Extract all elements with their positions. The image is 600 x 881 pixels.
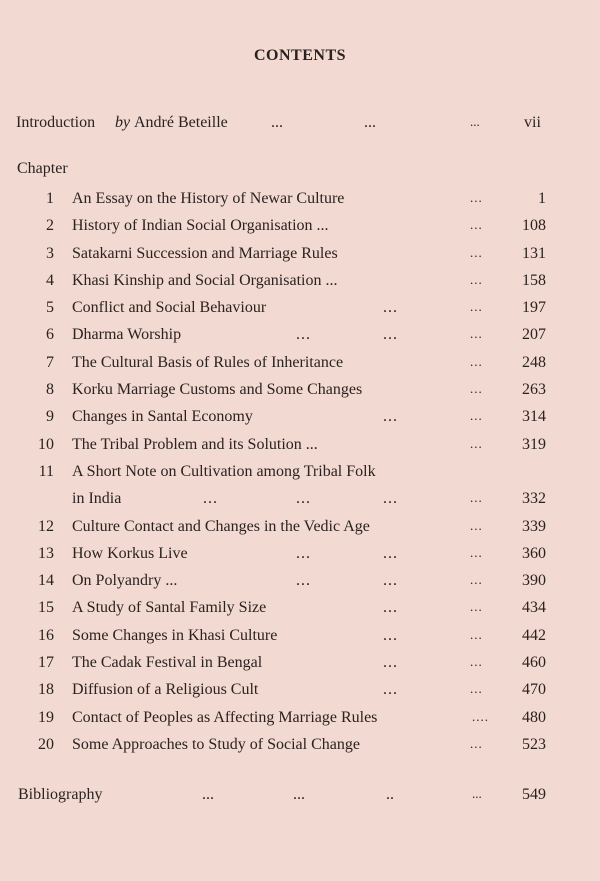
chapter-title: Changes in Santal Economy [72,408,253,426]
list-item [0,518,600,545]
leader-dots: ... [470,654,483,670]
chapter-title: Satakarni Succession and Marriage Rules [72,244,338,262]
leader-dots: ... [383,490,398,508]
leader-dots: ... [296,326,311,344]
list-item [0,681,600,708]
leader-dots: ... [470,190,483,205]
leader-dots: ... [470,572,483,588]
chapter-number: 5 [46,299,54,317]
chapter-title: Khasi Kinship and Social Organisation ... [72,271,338,289]
leader-dots: ... [470,408,483,424]
chapter-number: 15 [38,599,54,617]
leader-dots: ... [383,299,398,317]
leader-dots: ... [470,299,483,315]
chapter-page: 1 [538,190,546,207]
chapter-title: How Korkus Live [72,544,188,562]
list-item [0,299,600,326]
chapter-number: 17 [38,654,54,672]
list-item [0,217,600,244]
chapter-title: Culture Contact and Changes in the Vedic Age [72,517,370,535]
introduction-label: Introduction [16,114,96,131]
leader-dots: ... [296,544,311,562]
chapter-title: On Polyandry ... [72,572,178,590]
list-item [0,272,600,299]
chapter-page: 442 [522,626,546,644]
chapter-number: 11 [38,462,54,480]
chapter-number: 12 [38,517,54,535]
chapter-number: 1 [46,190,54,207]
list-item [0,599,600,626]
chapter-title: Some Changes in Khasi Culture [72,626,278,644]
leader-dots: ... [470,244,483,260]
bibliography-dots-2: ... [293,786,305,803]
introduction-author: André Beteille [134,114,228,131]
leader-dots: ... [470,381,483,397]
chapter-page: 131 [522,244,546,262]
introduction-page: vii [524,114,541,131]
chapter-number: 19 [38,708,54,726]
chapter-title: A Short Note on Cultivation among Tribal Folk [72,462,376,480]
leader-dots: ... [470,217,483,233]
leader-dots: ... [296,490,311,508]
leader-dots: ... [383,599,398,617]
list-item [0,736,600,763]
chapter-page: 390 [522,572,546,590]
page-title: CONTENTS [253,47,347,64]
bibliography-label: Bibliography [18,786,103,803]
list-item [0,709,600,736]
chapter-number: 10 [38,435,54,453]
list-item [0,463,600,518]
chapter-page: 332 [522,490,546,508]
leader-dots: ... [296,572,311,590]
chapter-title-continued: in India [72,490,122,508]
list-item [0,354,600,381]
chapter-number: 3 [46,244,54,262]
chapter-label: Chapter [17,160,68,177]
chapter-title: Korku Marriage Customs and Some Changes [72,381,363,399]
chapter-page: 197 [522,299,546,317]
chapter-title: The Cadak Festival in Bengal [72,654,263,672]
introduction-dots-1: ... [271,114,283,131]
leader-dots: ... [383,654,398,672]
chapter-number: 9 [46,408,54,426]
list-item [0,572,600,599]
bibliography-page: 549 [522,786,546,803]
chapter-title: A Study of Santal Family Size [72,599,267,617]
chapter-title: History of Indian Social Organisation ... [72,217,329,235]
list-item [0,381,600,408]
chapter-title: Dharma Worship [72,326,182,344]
chapter-number: 18 [38,681,54,699]
chapter-number: 6 [46,326,54,344]
leader-dots: ... [470,735,483,751]
bibliography-row [18,786,586,808]
chapter-page: 523 [522,735,546,753]
list-item [0,326,600,353]
chapter-title: Diffusion of a Religious Cult [72,681,259,699]
leader-dots: ... [470,517,483,533]
list-item [0,627,600,654]
chapter-number: 14 [38,572,54,590]
introduction-dots-2: ... [364,114,376,131]
chapter-title: The Cultural Basis of Rules of Inheritance [72,353,344,371]
leader-dots: ... [470,435,483,451]
bibliography-dots-1: ... [202,786,214,803]
list-item [0,436,600,463]
bibliography-dots-3: .. [386,786,394,803]
chapter-number: 13 [38,544,54,562]
chapter-title: The Tribal Problem and its Solution ... [72,435,318,453]
leader-dots: .... [472,708,489,724]
chapter-page: 207 [522,326,546,344]
chapter-page: 360 [522,544,546,562]
list-item [0,408,600,435]
list-item [0,654,600,681]
chapter-number: 4 [46,271,54,289]
chapter-number: 7 [46,353,54,371]
introduction-by: by [115,114,131,131]
chapter-page: 108 [522,217,546,235]
chapter-title: An Essay on the History of Newar Culture [72,190,345,207]
leader-dots: ... [470,271,483,287]
list-item [0,190,600,217]
chapter-page: 158 [522,271,546,289]
chapter-title: Contact of Peoples as Affecting Marriage Rules [72,708,378,726]
chapter-number: 20 [38,735,54,753]
chapter-number: 8 [46,381,54,399]
leader-dots: ... [383,326,398,344]
chapter-page: 480 [522,708,546,726]
chapter-title: Conflict and Social Behaviour [72,299,267,317]
chapter-page: 319 [522,435,546,453]
leader-dots: ... [383,626,398,644]
leader-dots: ... [470,599,483,615]
chapter-page: 460 [522,654,546,672]
leader-dots: ... [203,490,218,508]
chapter-page: 339 [522,517,546,535]
chapter-page: 314 [522,408,546,426]
chapter-page: 248 [522,353,546,371]
chapter-list [0,190,600,763]
chapter-number: 16 [38,626,54,644]
bibliography-dots-4: ... [472,786,482,801]
leader-dots: ... [470,544,483,560]
chapter-page: 470 [522,681,546,699]
chapter-number: 2 [46,217,54,235]
leader-dots: ... [470,326,483,342]
chapter-title: Some Approaches to Study of Social Change [72,735,360,753]
leader-dots: ... [470,490,483,506]
chapter-page: 263 [522,381,546,399]
leader-dots: ... [383,408,398,426]
chapter-page: 434 [522,599,546,617]
leader-dots: ... [470,681,483,697]
list-item [0,545,600,572]
leader-dots: ... [383,681,398,699]
introduction-row [16,114,586,136]
list-item [0,245,600,272]
leader-dots: ... [470,353,483,369]
introduction-dots-3: ... [470,114,480,129]
leader-dots: ... [383,544,398,562]
leader-dots: ... [470,626,483,642]
leader-dots: ... [383,572,398,590]
